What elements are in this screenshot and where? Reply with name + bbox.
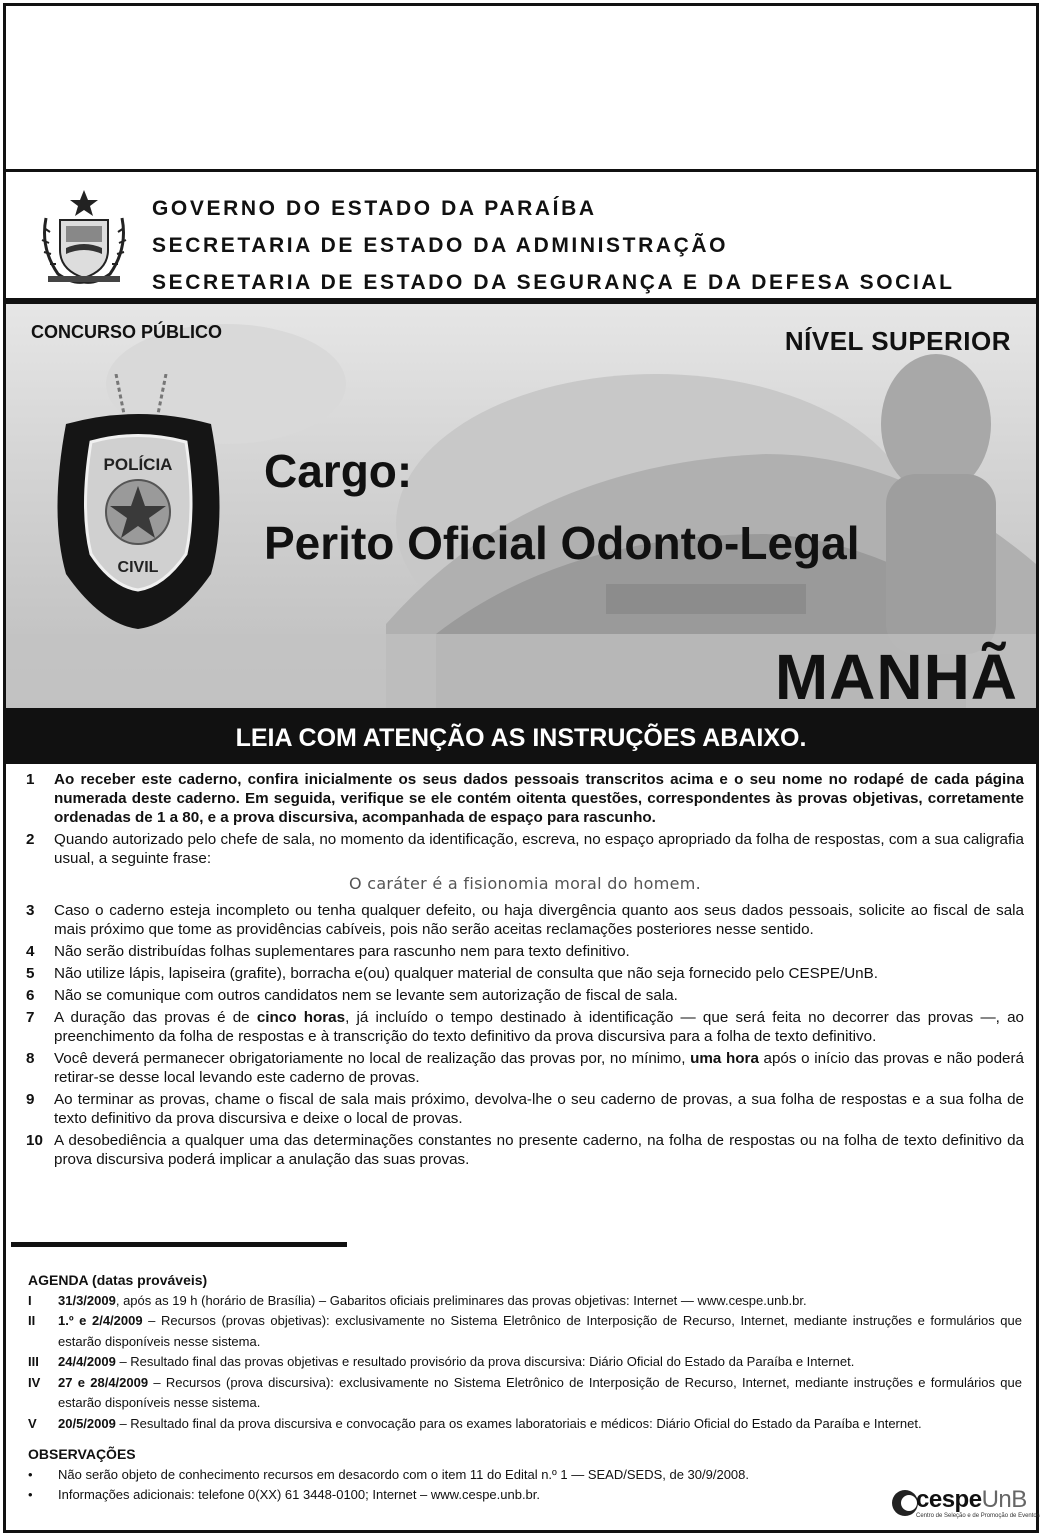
bullet-icon: • xyxy=(28,1466,33,1482)
agenda-row xyxy=(28,1291,1022,1312)
instruction-number: 2 xyxy=(26,831,35,848)
agenda-title: AGENDA (datas prováveis) xyxy=(28,1272,208,1288)
instruction-text: Ao terminar as provas, chame o fiscal de sala mais próximo, devolva-lhe o seu caderno de provas, a sua folha de respostas e a sua folha de texto definitivo da prova discursiva e deixe o local de provas. xyxy=(54,1091,1024,1127)
instruction-text: Não utilize lápis, lapiseira (grafite), borracha e(ou) qualquer material de consulta que não seja fornecido pelo CESPE/UnB. xyxy=(54,965,878,982)
observation-text: Informações adicionais: telefone 0(XX) 61 3448-0100; Internet – www.cespe.unb.br. xyxy=(58,1487,541,1502)
instruction-item xyxy=(26,830,1024,868)
instruction-item xyxy=(26,964,1024,983)
agenda-row xyxy=(28,1311,1022,1352)
instruction-item xyxy=(26,986,1024,1005)
logo-wordmark xyxy=(916,1486,1027,1514)
observation-item xyxy=(28,1485,1022,1506)
cespe-logo xyxy=(890,1486,1040,1522)
agenda-roman: II xyxy=(28,1313,36,1328)
text-run: após o início das provas e não poderá retirar-se desse local levando este caderno de provas. xyxy=(54,1050,1024,1086)
instruction-number: 8 xyxy=(26,1050,35,1067)
agenda-description: – Resultado final das provas objetivas e resultado provisório da prova discursiva: Diário Oficial do Estado da Paraíba e Internet. xyxy=(115,1354,855,1369)
agenda-description: – Recursos (prova discursiva): exclusivamente no Sistema Eletrônico de Interposição de Recurso, Internet, mediante instruções e formulários que estarão disponíveis nesse sistema. xyxy=(58,1374,1022,1410)
blank-header-box xyxy=(6,6,1036,172)
instruction-text: A desobediência a qualquer uma das determinações constantes no presente caderno, na folha de respostas ou na folha de texto definitivo da prova discursiva poderá implicar a anulação das suas provas. xyxy=(54,1132,1024,1168)
agenda-description: – Resultado final da prova discursiva e convocação para os exames laboratoriais e médicos: Diário Oficial do Estado da Paraíba e Internet. xyxy=(115,1415,922,1431)
agenda-description: , após as 19 h (horário de Brasília) – Gabaritos oficiais preliminares das provas objetivas: Internet — www.cespe.unb.br. xyxy=(115,1292,807,1308)
instruction-number: 5 xyxy=(26,965,35,982)
instruction-text: Caso o caderno esteja incompleto ou tenha qualquer defeito, ou haja divergência quanto aos seus dados pessoais, solicite ao fiscal de sala mais próximo que tome as providências cabíveis, pois não serão aceitas reclamações posteriores nesse sentido. xyxy=(54,902,1024,938)
text-run-bold: uma hora xyxy=(690,1050,759,1067)
text-run: Você deverá permanecer obrigatoriamente no local de realização das provas por, no mínimo, xyxy=(54,1050,691,1067)
instruction-item xyxy=(26,1008,1024,1046)
cargo-name: Perito Oficial Odonto-Legal xyxy=(264,517,860,569)
cargo-label: Cargo: xyxy=(264,445,413,497)
logo-main: cespe xyxy=(916,1486,982,1513)
instruction-item xyxy=(26,1090,1024,1128)
instruction-text: Não serão distribuídas folhas suplementares para rascunho nem para texto definitivo. xyxy=(54,943,630,960)
agenda-roman: IV xyxy=(28,1374,41,1390)
agenda-section xyxy=(28,1270,1022,1506)
instruction-item xyxy=(26,1049,1024,1087)
instruction-number: 10 xyxy=(26,1132,43,1149)
agenda-text xyxy=(58,1373,1022,1414)
instruction-text: Ao receber este caderno, confira inicialmente os seus dados pessoais transcritos acima e o seu nome no rodapé de cada página numerada deste caderno. Em seguida, verifique se ele contém oitenta questões, correspondentes às provas objetivas, corretamente ordenadas de 1 a 80, e a prova discursiva, acompanhada de espaço para rascunho. xyxy=(54,771,1024,826)
instruction-item xyxy=(26,901,1024,939)
handwriting-phrase: O caráter é a fisionomia moral do homem. xyxy=(348,874,702,893)
agenda-row xyxy=(28,1414,1022,1435)
agenda-date: 31/3/2009 xyxy=(58,1292,116,1308)
nivel-label: NÍVEL SUPERIOR xyxy=(784,326,1011,356)
badge-text-top: POLÍCIA xyxy=(103,455,173,474)
instruction-number: 7 xyxy=(26,1009,35,1026)
observations-section xyxy=(28,1444,1022,1506)
agenda-date: 24/4/2009 xyxy=(58,1354,116,1369)
agenda-text xyxy=(58,1414,1022,1435)
section-divider xyxy=(11,1242,347,1247)
instructions-title: LEIA COM ATENÇÃO AS INSTRUÇÕES ABAIXO. xyxy=(6,708,1036,764)
text-run: A duração das provas é de xyxy=(54,1009,257,1026)
logo-suffix: UnB xyxy=(981,1486,1027,1513)
instruction-number: 9 xyxy=(26,1091,35,1108)
agenda-roman: III xyxy=(28,1354,39,1369)
instruction-text xyxy=(54,1049,1024,1087)
observation-item xyxy=(28,1465,1022,1486)
government-header xyxy=(6,172,1036,298)
header-line-2: SECRETARIA DE ESTADO DA ADMINISTRAÇÃO xyxy=(152,234,729,257)
coat-of-arms-icon xyxy=(38,188,130,286)
agenda-text xyxy=(58,1291,1022,1312)
instructions-list xyxy=(26,770,1024,1172)
instruction-number: 4 xyxy=(26,943,35,960)
observation-text: Não serão objeto de conhecimento recursos em desacordo com o item 11 do Edital n.º 1 — SEAD/SEDS, de 30/9/2008. xyxy=(58,1466,749,1482)
instruction-item xyxy=(26,770,1024,827)
agenda-roman: I xyxy=(28,1292,32,1308)
agenda-description: – Recursos (provas objetivas): exclusivamente no Sistema Eletrônico de Interposição de Recurso, Internet, mediante instruções e formulários que estarão disponíveis nesse sistema. xyxy=(58,1313,1022,1349)
agenda-roman: V xyxy=(28,1415,37,1431)
instruction-text: Quando autorizado pelo chefe de sala, no momento da identificação, escreva, no espaço apropriado da folha de respostas, com a sua caligrafia usual, a seguinte frase: xyxy=(54,831,1024,867)
instruction-text xyxy=(54,1008,1024,1046)
agenda-row xyxy=(28,1373,1022,1414)
bullet-icon: • xyxy=(28,1487,33,1502)
turno-label: MANHÃ xyxy=(774,641,1018,708)
concurso-label: CONCURSO PÚBLICO xyxy=(31,322,223,342)
agenda-text xyxy=(58,1352,1022,1373)
agenda-date: 20/5/2009 xyxy=(58,1415,116,1431)
observations-title: OBSERVAÇÕES xyxy=(28,1446,136,1462)
agenda-date: 27 e 28/4/2009 xyxy=(58,1374,149,1390)
instruction-item xyxy=(26,942,1024,961)
text-run-bold: cinco horas xyxy=(256,1009,346,1026)
instruction-number: 1 xyxy=(26,771,35,788)
header-line-3: SECRETARIA DE ESTADO DA SEGURANÇA E DA DEFESA SOCIAL xyxy=(152,271,955,294)
agenda-row xyxy=(28,1352,1022,1373)
header-line-1: GOVERNO DO ESTADO DA PARAÍBA xyxy=(152,197,597,220)
logo-subtitle: Centro de Seleção e de Promoção de Eventos xyxy=(916,1513,1040,1519)
text-run: , já incluído o tempo destinado à identificação — que será feita no decorrer das provas —, ao preenchimento da folha de respostas e à transcrição do texto definitivo da prova discursiva para a folha de texto definitivo. xyxy=(54,1009,1024,1045)
agenda-text xyxy=(58,1311,1022,1352)
page-frame xyxy=(3,3,1039,1533)
badge-text-bottom: CIVIL xyxy=(117,559,159,576)
instruction-item xyxy=(26,1131,1024,1169)
agenda-date: 1.º e 2/4/2009 xyxy=(58,1313,143,1328)
instruction-text: Não se comunique com outros candidatos nem se levante sem autorização de fiscal de sala. xyxy=(54,987,678,1004)
instruction-number: 6 xyxy=(26,987,35,1004)
instruction-number: 3 xyxy=(26,902,35,919)
police-badge-icon xyxy=(46,374,231,634)
hero-banner xyxy=(6,304,1036,708)
